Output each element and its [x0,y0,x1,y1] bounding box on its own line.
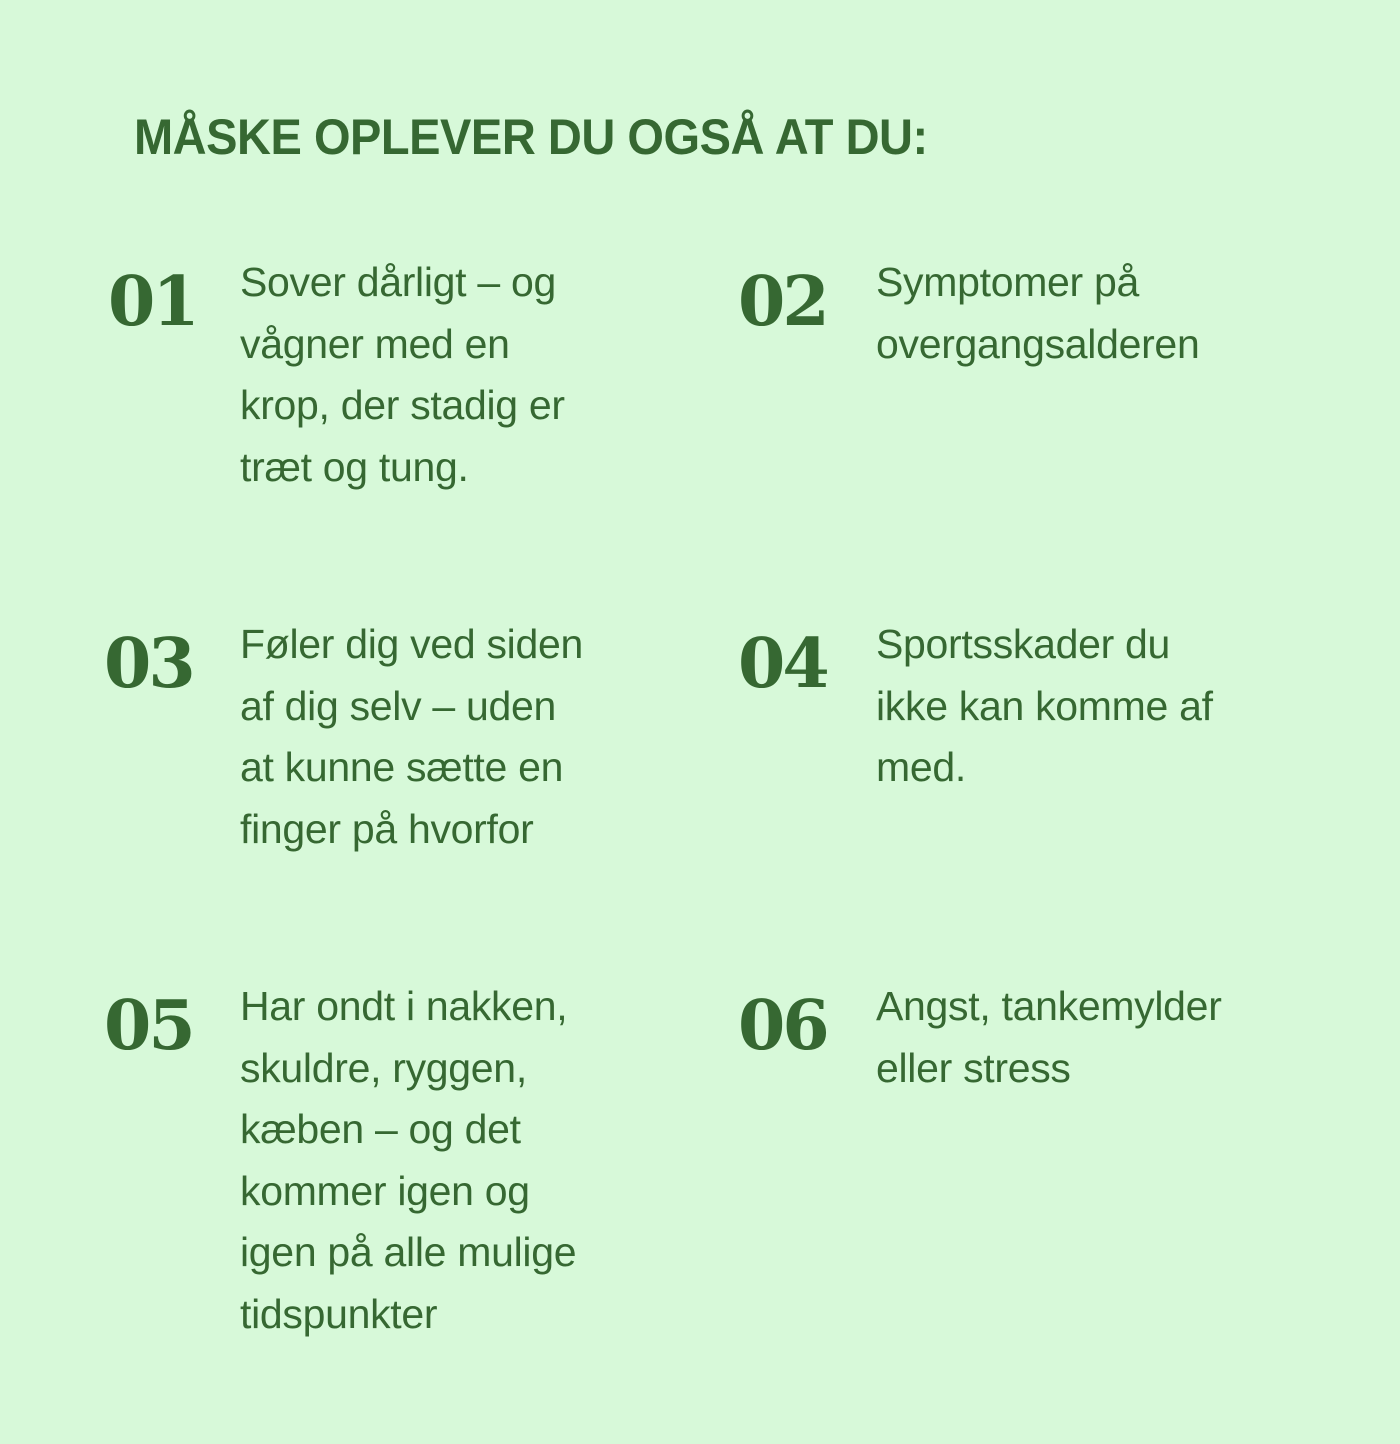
item-text-line: tidspunkter [240,1290,438,1337]
item-text-line: ikke kan komme af [876,682,1213,729]
item-text-line: skuldre, ryggen, [240,1044,527,1091]
item-text [240,614,583,860]
item-text-line: at kunne sætte en [240,744,564,790]
item-text [876,252,1199,375]
item-text-line: igen på alle mulige [240,1229,577,1275]
item-text-line: Sportsskader du [876,621,1171,667]
item-text-line: krop, der stadig er [240,382,565,428]
item-number: 01 [108,262,197,342]
item-text-line: Sover dårligt – og [240,259,556,305]
section-heading: MÅSKE OPLEVER DU OGSÅ AT DU: [134,109,928,165]
item-text-line: Har ondt i nakken, [240,983,568,1029]
item-text-line: kæben – og det [240,1106,521,1152]
item-number: 06 [738,986,827,1066]
item-number: 02 [738,262,827,342]
item-text-line: Føler dig ved siden [240,621,583,667]
item-text [240,976,576,1345]
item-text-line: finger på hvorfor [240,805,534,852]
item-text-line: kommer igen og [240,1167,530,1214]
item-text-line: overgangsalderen [876,320,1200,367]
item-number: 03 [104,624,193,704]
item-text-line: vågner med en [240,320,510,367]
item-text [240,252,565,498]
item-text-line: med. [876,744,966,790]
item-text-line: eller stress [876,1044,1071,1091]
item-text [876,614,1213,799]
item-text-line: træt og tung. [240,443,469,490]
item-text [876,976,1222,1099]
item-number: 04 [738,624,827,704]
item-number: 05 [104,986,193,1066]
item-text-line: af dig selv – uden [240,682,556,729]
item-text-line: Angst, tankemylder [876,983,1222,1029]
item-text-line: Symptomer på [876,259,1140,305]
